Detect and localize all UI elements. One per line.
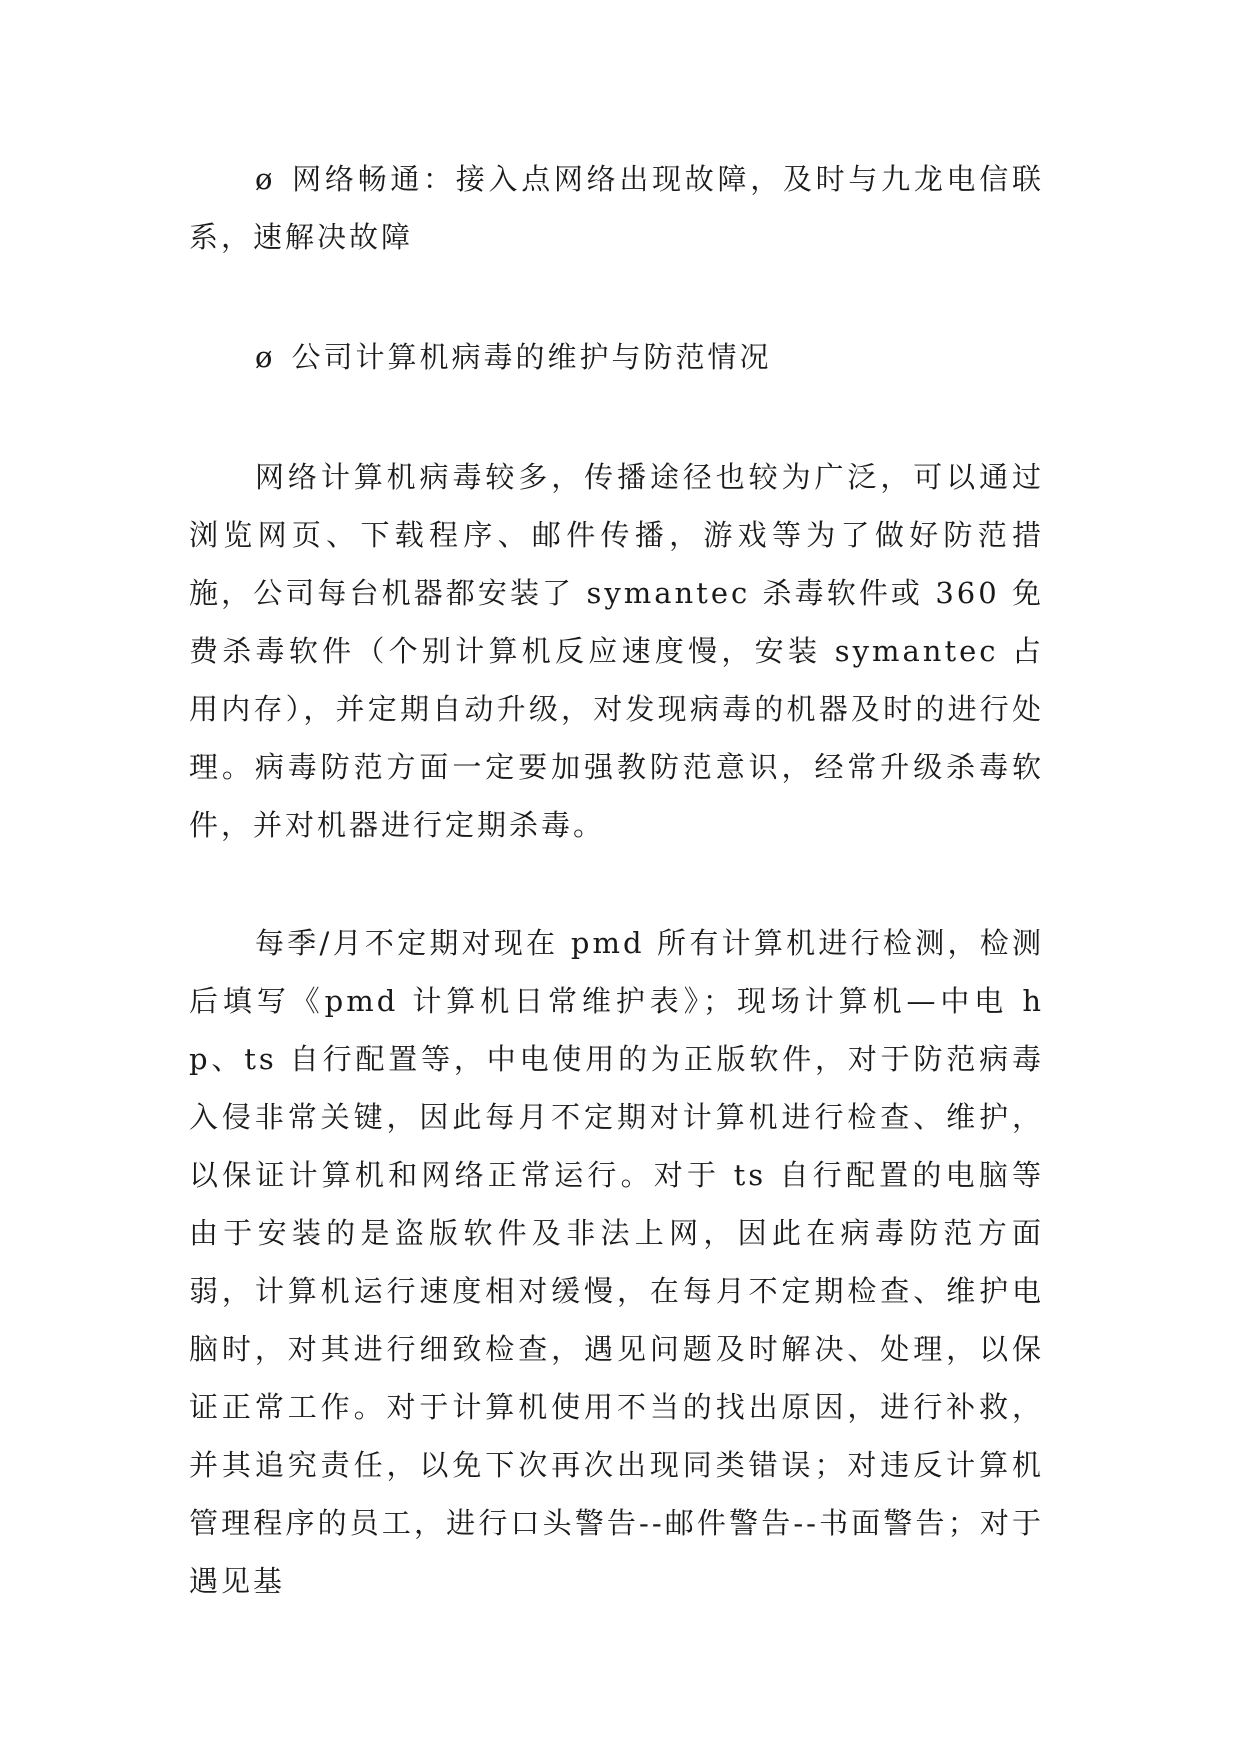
paragraph-virus-protection: 网络计算机病毒较多，传播途径也较为广泛，可以通过浏览网页、下载程序、邮件传播，游戏等为了做好防范措施，公司每台机器都安装了 symantec 杀毒软件或 360 免费杀毒软件（个别计算机反应速度慢，安装 symantec 占用内存），并定期自动升级，对发现病毒的机器及时的进行处理。病毒防范方面一定要加强教防范意识，经常升级杀毒软件，并对机器进行定期杀毒。 bbox=[189, 460, 1044, 842]
bullet-network bbox=[189, 150, 1044, 266]
bullet-text: 公司计算机病毒的维护与防范情况 bbox=[291, 340, 772, 374]
bullet-virus-heading bbox=[189, 328, 1044, 386]
spacer bbox=[189, 386, 1044, 448]
bullet-text: 网络畅通：接入点网络出现故障，及时与九龙电信联系，速解决故障 bbox=[189, 162, 1044, 254]
document-body bbox=[189, 150, 1044, 1610]
spacer bbox=[189, 266, 1044, 328]
bullet-mark: ø bbox=[255, 340, 276, 374]
bullet-mark: ø bbox=[255, 162, 276, 196]
paragraph-maintenance: 每季/月不定期对现在 pmd 所有计算机进行检测，检测后填写《pmd 计算机日常维护表》；现场计算机—中电 hp、ts 自行配置等，中电使用的为正版软件，对于防范病毒入侵非常关键，因此每月不定期对计算机进行检查、维护，以保证计算机和网络正常运行。对于 ts 自行配置的电脑等由于安装的是盗版软件及非法上网，因此在病毒防范方面弱，计算机运行速度相对缓慢，在每月不定期检查、维护电脑时，对其进行细致检查，遇见问题及时解决、处理，以保证正常工作。对于计算机使用不当的找出原因，进行补救，并其追究责任，以免下次再次出现同类错误；对违反计算机管理程序的员工，进行口头警告--邮件警告--书面警告；对于遇见基 bbox=[189, 926, 1044, 1598]
spacer bbox=[189, 854, 1044, 914]
